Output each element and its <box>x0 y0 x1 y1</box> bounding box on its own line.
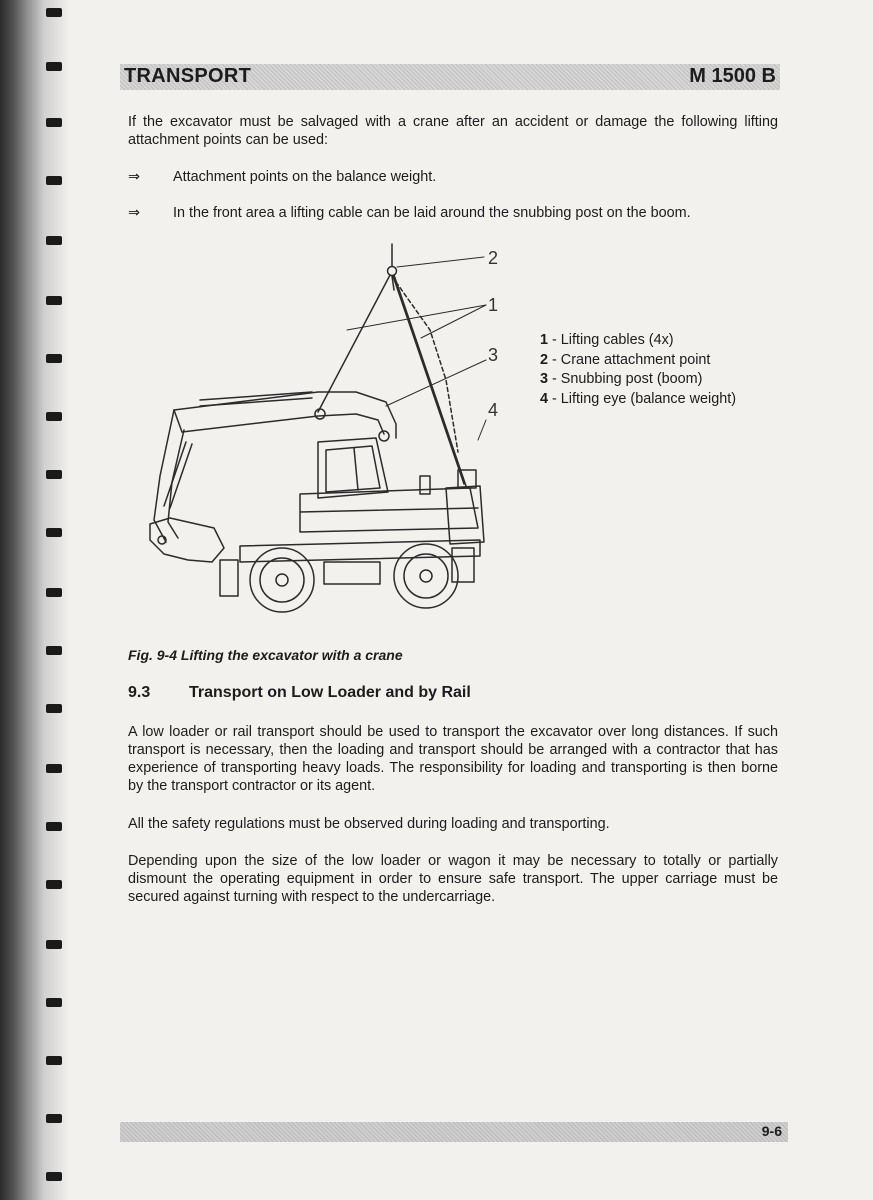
legend-item <box>540 351 736 371</box>
callout-label: 1 <box>488 295 499 315</box>
bullet-text: Attachment points on the balance weight. <box>173 169 437 185</box>
binding-ring <box>46 704 62 713</box>
body-paragraph: A low loader or rail transport should be used to transport the excavator over long distances. If such transport is necessary, then the loading and transport should be arranged with a contractor that has experience of transporting heavy loads. The responsibility for loading and transporting is then borne by the transport contractor or its agent. <box>128 724 778 794</box>
callout-label: 4 <box>488 400 499 420</box>
legend-number: 4 <box>540 390 549 407</box>
legend-text: - Snubbing post (boom) <box>548 371 703 387</box>
legend-text: - Lifting eye (balance weight) <box>548 390 736 407</box>
body-paragraph: All the safety regulations must be observed during loading and transporting. <box>128 816 610 832</box>
legend-item <box>540 390 736 410</box>
arrow-icon: ⇒ <box>128 205 141 221</box>
header-section-title: TRANSPORT <box>124 65 252 87</box>
body-paragraph: Depending upon the size of the low loader or wagon it may be necessary to totally or partially dismount the operating equipment in order to ensure safe transport. The upper carriage must be secured against turning with respect to the undercarriage. <box>128 853 778 905</box>
legend-number: 2 <box>540 351 549 368</box>
binding-ring <box>46 1056 62 1065</box>
figure-legend <box>540 331 736 409</box>
arrow-icon: ⇒ <box>128 169 141 185</box>
figure-caption: Fig. 9-4 Lifting the excavator with a crane <box>128 647 403 663</box>
section-number: 9.3 <box>128 684 151 701</box>
page-footer <box>120 1122 788 1142</box>
page-number: 9-6 <box>761 1123 782 1139</box>
legend-item <box>540 370 736 390</box>
binding-ring <box>46 940 62 949</box>
legend-text: - Lifting cables (4x) <box>548 332 674 348</box>
bullet-text: In the front area a lifting cable can be laid around the snubbing post on the boom. <box>173 205 691 221</box>
legend-text: - Crane attachment point <box>548 351 711 368</box>
binding-ring <box>46 822 62 831</box>
callout-label: 2 <box>488 248 499 268</box>
binding-ring <box>46 1172 62 1181</box>
legend-number: 3 <box>540 371 549 387</box>
legend-number: 1 <box>540 332 549 348</box>
binding-ring <box>46 880 62 889</box>
binding-ring <box>46 998 62 1007</box>
callout-label: 3 <box>488 345 499 365</box>
intro-paragraph: If the excavator must be salvaged with a crane after an accident or damage the following lifting attachment points can be used: <box>128 114 778 148</box>
binding-ring <box>46 1114 62 1123</box>
binding-ring <box>46 764 62 773</box>
header-model: M 1500 B <box>689 65 776 87</box>
legend-item <box>540 331 736 351</box>
section-heading: Transport on Low Loader and by Rail <box>189 684 471 701</box>
